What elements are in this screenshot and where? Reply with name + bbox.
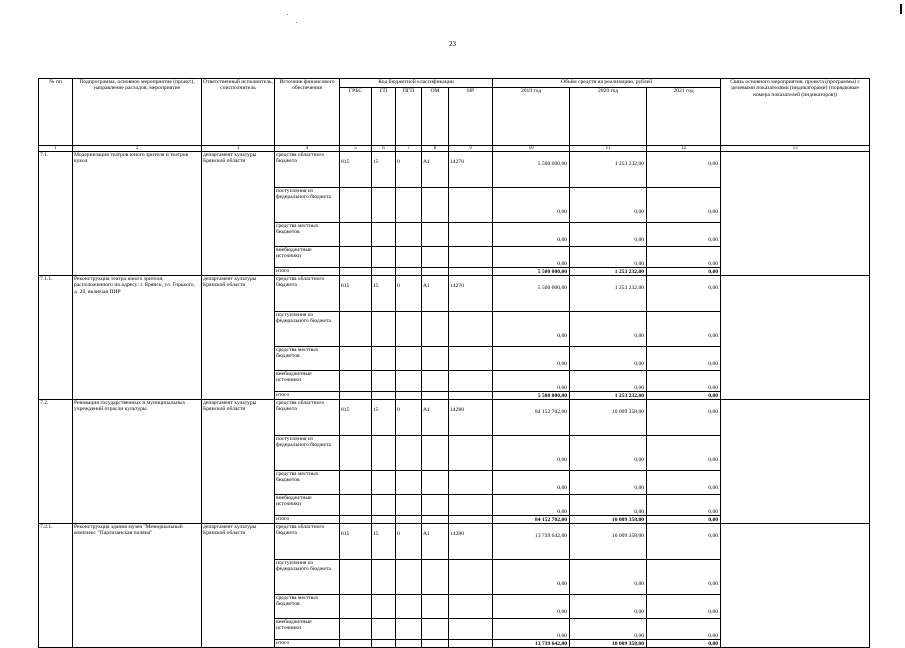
source-local: средства местных бюджетов <box>275 347 340 371</box>
col-number: 9 <box>449 146 493 152</box>
header-executor: Ответственный исполнитель, соисполнитель <box>202 79 275 146</box>
amount-2021: 0,00 <box>647 619 721 640</box>
col-number: 5 <box>340 146 372 152</box>
source-total: итого <box>275 268 340 276</box>
code-nr: 14270 <box>449 152 493 188</box>
amount-2020: 10 009 358,00 <box>570 400 647 436</box>
amount-2019: 5 500 000,00 <box>493 152 570 188</box>
item-number: 7.2.1. <box>39 524 73 648</box>
source-total: итого <box>275 516 340 524</box>
col-number: 11 <box>570 146 647 152</box>
total-2019: 5 500 000,00 <box>493 268 570 276</box>
amount-2019: 0,00 <box>493 247 570 268</box>
total-2020: 1 253 232,00 <box>570 268 647 276</box>
amount-2020: 0,00 <box>570 347 647 371</box>
item-executor: департамент культуры Брянской области <box>202 524 275 648</box>
indicator-link <box>721 276 870 400</box>
col-number: 2 <box>73 146 202 152</box>
amount-2019: 0,00 <box>493 595 570 619</box>
amount-2020: 0,00 <box>570 247 647 268</box>
amount-2019: 0,00 <box>493 560 570 595</box>
amount-2019: 0,00 <box>493 223 570 247</box>
source-regional: средства областного бюджета <box>275 400 340 436</box>
amount-2019: 13 739 642,00 <box>493 524 570 560</box>
code-pgp: 0 <box>396 276 422 312</box>
amount-2021: 0,00 <box>647 471 721 495</box>
source-local: средства местных бюджетов <box>275 223 340 247</box>
total-2020: 10 009 358,00 <box>570 640 647 648</box>
amount-2019: 84 152 702,00 <box>493 400 570 436</box>
code-om: А1 <box>422 152 449 188</box>
amount-2019: 5 500 000,00 <box>493 276 570 312</box>
item-executor: департамент культуры Брянской области <box>202 276 275 400</box>
header-indicators: Связь основного мероприятия, проекта (программы) с целевыми показателями (индикаторами) (порядковые номера показателей (индикаторов)) <box>721 79 870 146</box>
amount-2019: 0,00 <box>493 495 570 516</box>
col-number: 1 <box>39 146 73 152</box>
source-total: итого <box>275 640 340 648</box>
amount-2019: 0,00 <box>493 347 570 371</box>
amount-2021: 0,00 <box>647 312 721 347</box>
header-pgp: ПГП <box>396 88 422 146</box>
source-federal: поступления из федерального бюджета <box>275 312 340 347</box>
col-number: 7 <box>396 146 422 152</box>
amount-2020: 0,00 <box>570 188 647 223</box>
header-om: ОМ <box>422 88 449 146</box>
scan-edge-mark <box>900 4 902 14</box>
item-executor: департамент культуры Брянской области <box>202 152 275 276</box>
col-number: 12 <box>647 146 721 152</box>
amount-2019: 0,00 <box>493 371 570 392</box>
source-federal: поступления из федерального бюджета <box>275 188 340 223</box>
page-number: 23 <box>449 40 456 48</box>
header-volume: Объём средств на реализацию, рублей <box>493 79 721 88</box>
amount-2021: 0,00 <box>647 400 721 436</box>
header-row-top <box>39 79 870 88</box>
code-om: А1 <box>422 276 449 312</box>
amount-2021: 0,00 <box>647 152 721 188</box>
indicator-link <box>721 400 870 524</box>
header-grbs: ГРБС <box>340 88 372 146</box>
amount-2020: 1 253 232,00 <box>570 276 647 312</box>
source-local: средства местных бюджетов <box>275 595 340 619</box>
source-local: средства местных бюджетов <box>275 471 340 495</box>
amount-2021: 0,00 <box>647 595 721 619</box>
item-name: Реконструкция театра юного зрителя, расположенного по адресу: г. Брянск, ул. Горького, д. 20, включая ПИР <box>73 276 202 400</box>
code-nr: 14270 <box>449 276 493 312</box>
col-number: 8 <box>422 146 449 152</box>
col-number: 6 <box>372 146 396 152</box>
header-source: Источник финансового обеспечения <box>275 79 340 146</box>
amount-2020: 0,00 <box>570 436 647 471</box>
total-2021: 0,00 <box>647 268 721 276</box>
total-2019: 13 739 642,00 <box>493 640 570 648</box>
amount-2021: 0,00 <box>647 188 721 223</box>
source-regional: средства областного бюджета <box>275 152 340 188</box>
header-num: № пп <box>39 79 73 146</box>
amount-2021: 0,00 <box>647 276 721 312</box>
total-2020: 1 253 232,00 <box>570 392 647 400</box>
code-gp: 15 <box>372 400 396 436</box>
scan-speck <box>287 14 288 15</box>
item-name: Модернизация театров юного зрителя и театров кукол <box>73 152 202 276</box>
amount-2021: 0,00 <box>647 371 721 392</box>
code-gp: 15 <box>372 152 396 188</box>
amount-2019: 0,00 <box>493 471 570 495</box>
code-gp: 15 <box>372 276 396 312</box>
source-total: итого <box>275 392 340 400</box>
amount-2021: 0,00 <box>647 223 721 247</box>
header-2021: 2021 год <box>647 88 721 146</box>
code-pgp: 0 <box>396 524 422 560</box>
code-grbs: 815 <box>340 276 372 312</box>
amount-2021: 0,00 <box>647 560 721 595</box>
total-2019: 5 500 000,00 <box>493 392 570 400</box>
header-2019: 2019 год <box>493 88 570 146</box>
amount-2020: 0,00 <box>570 371 647 392</box>
amount-2021: 0,00 <box>647 347 721 371</box>
amount-2020: 0,00 <box>570 223 647 247</box>
source-row-regional <box>39 276 870 312</box>
scan-speck <box>296 22 297 23</box>
total-2021: 0,00 <box>647 640 721 648</box>
header-nr: НР <box>449 88 493 146</box>
total-2019: 84 152 702,00 <box>493 516 570 524</box>
source-extra: внебюджетные источники <box>275 371 340 392</box>
indicator-link <box>721 152 870 276</box>
item-number: 7.2. <box>39 400 73 524</box>
col-number: 4 <box>275 146 340 152</box>
source-extra: внебюджетные источники <box>275 619 340 640</box>
amount-2021: 0,00 <box>647 524 721 560</box>
amount-2020: 0,00 <box>570 495 647 516</box>
source-row-regional <box>39 524 870 560</box>
item-name: Реконструкция здания музея "Мемориальный комплекс "Партизанская поляна" <box>73 524 202 648</box>
item-number: 7.1.1. <box>39 276 73 400</box>
amount-2020: 0,00 <box>570 312 647 347</box>
total-2020: 10 009 358,00 <box>570 516 647 524</box>
source-regional: средства областного бюджета <box>275 524 340 560</box>
amount-2019: 0,00 <box>493 312 570 347</box>
header-program: Подпрограмма, основное мероприятие (проект), направление расходов, мероприятие <box>73 79 202 146</box>
source-federal: поступления из федерального бюджета <box>275 436 340 471</box>
amount-2020: 0,00 <box>570 595 647 619</box>
code-gp: 15 <box>372 524 396 560</box>
item-executor: департамент культуры Брянской области <box>202 400 275 524</box>
amount-2020: 10 009 358,00 <box>570 524 647 560</box>
header-2020: 2020 год <box>570 88 647 146</box>
code-nr: 14280 <box>449 524 493 560</box>
code-grbs: 815 <box>340 400 372 436</box>
amount-2021: 0,00 <box>647 436 721 471</box>
budget-table <box>38 78 870 648</box>
header-budget-code: Код бюджетной классификации <box>340 79 493 88</box>
code-grbs: 815 <box>340 152 372 188</box>
total-2021: 0,00 <box>647 392 721 400</box>
source-row-regional <box>39 400 870 436</box>
amount-2020: 1 253 232,00 <box>570 152 647 188</box>
amount-2020: 0,00 <box>570 560 647 595</box>
col-number: 13 <box>721 146 870 152</box>
source-extra: внебюджетные источники <box>275 495 340 516</box>
item-name: Реновация государственных и муниципальных учреждений отрасли культуры <box>73 400 202 524</box>
amount-2019: 0,00 <box>493 188 570 223</box>
code-om: А1 <box>422 524 449 560</box>
header-gp: ГП <box>372 88 396 146</box>
source-federal: поступления из федерального бюджета <box>275 560 340 595</box>
amount-2020: 0,00 <box>570 619 647 640</box>
code-nr: 14280 <box>449 400 493 436</box>
amount-2021: 0,00 <box>647 247 721 268</box>
source-regional: средства областного бюджета <box>275 276 340 312</box>
amount-2021: 0,00 <box>647 495 721 516</box>
amount-2019: 0,00 <box>493 436 570 471</box>
col-number: 10 <box>493 146 570 152</box>
amount-2019: 0,00 <box>493 619 570 640</box>
total-2021: 0,00 <box>647 516 721 524</box>
code-grbs: 815 <box>340 524 372 560</box>
source-row-regional <box>39 152 870 188</box>
code-pgp: 0 <box>396 400 422 436</box>
indicator-link <box>721 524 870 648</box>
item-number: 7.1. <box>39 152 73 276</box>
code-om: А1 <box>422 400 449 436</box>
source-extra: внебюджетные источники <box>275 247 340 268</box>
code-pgp: 0 <box>396 152 422 188</box>
col-number: 3 <box>202 146 275 152</box>
amount-2020: 0,00 <box>570 471 647 495</box>
